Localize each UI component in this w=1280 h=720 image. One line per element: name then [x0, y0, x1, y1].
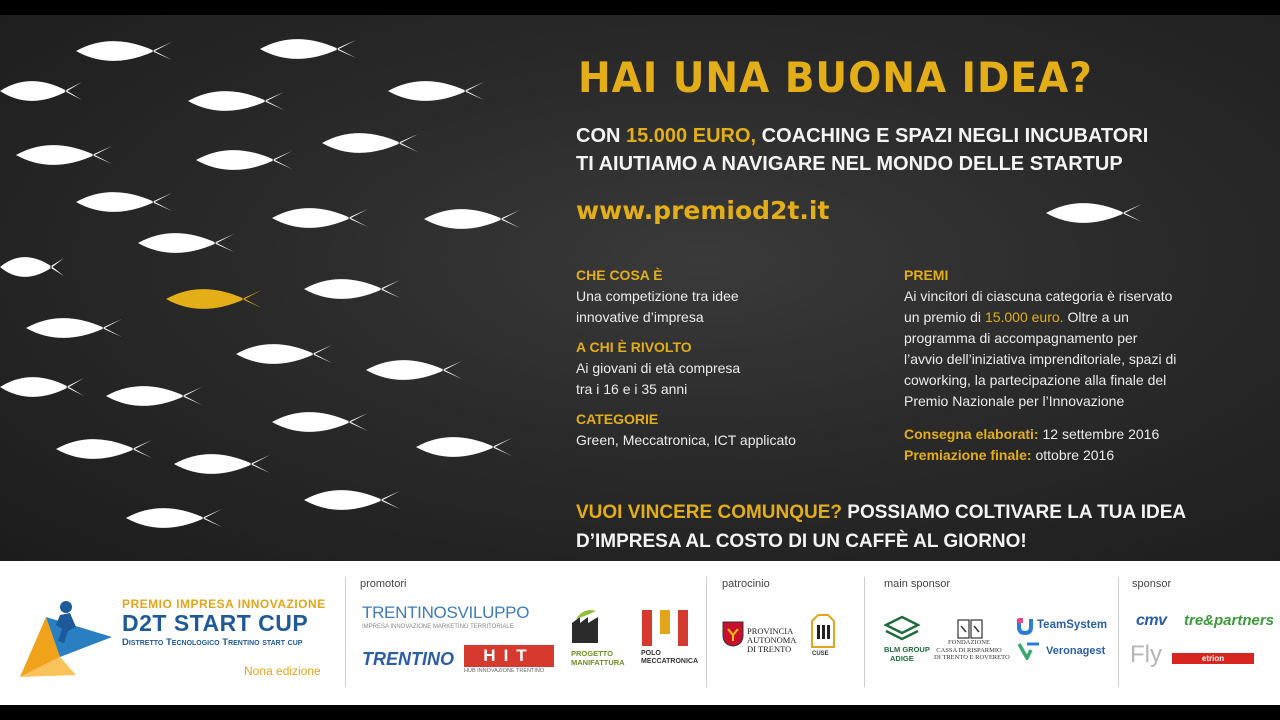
subheadline [576, 122, 1148, 178]
white-fish [56, 439, 152, 459]
white-fish [236, 344, 332, 364]
prize-euro-highlight: 15.000 euro. [984, 309, 1064, 325]
prizes-line-3: programma di accompagnamento per [904, 330, 1138, 346]
teamsystem-icon [1017, 617, 1033, 635]
main-sponsor-label: main sponsor [884, 578, 951, 590]
prizes-title: PREMI [904, 267, 949, 283]
info-column-left [576, 265, 876, 460]
golden-fish [166, 289, 262, 309]
footer-divider [864, 577, 865, 687]
manifattura-logo [571, 649, 625, 667]
manifattura-line-1: PROGETTO [571, 649, 613, 658]
footer-divider [706, 577, 707, 687]
brand-line-3: Distretto Tecnologico Trentino start cup [122, 637, 303, 648]
white-fish [416, 437, 512, 457]
what-title: CHE COSA È [576, 267, 663, 283]
closing-line-2: D’IMPRESA AL COSTO DI UN CAFFÈ AL GIORNO! [576, 531, 1027, 552]
provincia-logo [747, 627, 796, 654]
brand-edition: Nona edizione [244, 664, 321, 678]
white-fish [304, 490, 400, 510]
fondazione-line-3: DI TRENTO E ROVERETO [934, 654, 1010, 661]
white-fish [304, 279, 400, 299]
who-text-2: tra i 16 e i 35 anni [576, 381, 688, 397]
categories-section [576, 409, 876, 451]
white-fish [76, 41, 172, 61]
white-fish [388, 81, 484, 101]
headline: HAI UNA BUONA IDEA? [578, 53, 1093, 102]
white-fish [188, 91, 284, 111]
prizes-line-4: l’avvio dell’iniziativa imprenditoriale, spazi di [904, 351, 1177, 367]
sponsor-label: sponsor [1132, 578, 1172, 590]
blm-line-1: BLM GROUP [884, 645, 930, 654]
cuse-logo: CUSE [812, 651, 829, 657]
promotori-label: promotori [360, 578, 407, 590]
blm-group-logo [884, 645, 930, 663]
fondazione-crest-icon [956, 618, 984, 640]
prizes-line-2-prefix: un premio di [904, 309, 985, 325]
white-fish [76, 192, 172, 212]
white-fish [16, 145, 112, 165]
polo-line-2: MECCATRONICA [641, 658, 699, 665]
cuse-emblem-icon [806, 613, 840, 649]
categories-text: Green, Meccatronica, ICT applicato [576, 432, 796, 448]
prizes-line-5: coworking, la partecipazione alla finale del [904, 372, 1167, 388]
prizes-section [904, 265, 1204, 412]
white-fish [196, 150, 292, 170]
fly-logo: Fly [1130, 641, 1162, 668]
white-fish [1046, 203, 1142, 223]
white-fish [26, 318, 122, 338]
provincia-coat-of-arms-icon [722, 621, 744, 647]
fondazione-line-2: CASSA DI RISPARMIO [936, 646, 1002, 654]
blm-group-icon [884, 615, 920, 643]
tre-partners-logo: tre&partners [1184, 612, 1275, 629]
d2t-runner-logo [16, 597, 116, 681]
cmv-logo: cmv [1136, 612, 1167, 629]
white-fish [0, 81, 82, 101]
brand-line-1: PREMIO IMPRESA INNOVAZIONE [122, 597, 326, 611]
white-fish [272, 208, 368, 228]
veronagest-logo: Veronagest [1046, 645, 1106, 657]
white-fish [0, 257, 64, 277]
final-value: ottobre 2016 [1031, 447, 1115, 463]
final-label: Premiazione finale: [904, 447, 1032, 463]
veronagest-icon [1017, 642, 1041, 660]
fondazione-logo [934, 639, 1010, 662]
who-text-1: Ai giovani di età compresa [576, 360, 741, 376]
deadline-row [904, 424, 1204, 445]
who-title: A CHI È RIVOLTO [576, 339, 692, 355]
provincia-line-2: AUTONOMA [747, 635, 797, 645]
subheadline-line-2: TI AIUTIAMO A NAVIGARE NEL MONDO DELLE STARTUP [576, 153, 1123, 175]
patrocinio-label: patrocinio [722, 578, 770, 590]
fondazione-line-1: FONDAZIONE [948, 639, 990, 646]
white-fish [260, 39, 356, 59]
footer-divider [1118, 577, 1119, 687]
prizes-line-6: Premio Nazionale per l’Innovazione [904, 393, 1125, 409]
white-fish [272, 412, 368, 432]
dates-section [904, 424, 1204, 466]
what-section [576, 265, 876, 328]
subheadline-suffix: COACHING E SPAZI NEGLI INCUBATORI [756, 125, 1149, 147]
hit-logo: HIT [464, 645, 554, 667]
white-fish [126, 508, 222, 528]
what-text-2: innovative d’impresa [576, 309, 704, 325]
provincia-line-1: PROVINCIA [747, 626, 794, 636]
trentino-sviluppo-logo: TRENTINOSVILUPPO [362, 603, 530, 622]
categories-title: CATEGORIE [576, 411, 659, 427]
subheadline-line-1 [576, 122, 1148, 150]
closing-message [576, 498, 1186, 556]
chalkboard-panel [0, 15, 1280, 561]
final-row [904, 445, 1204, 466]
white-fish [138, 233, 234, 253]
prize-amount-highlight: 15.000 EURO, [626, 125, 757, 147]
polo-meccatronica-logo [641, 650, 698, 666]
website-url[interactable]: www.premiod2t.it [576, 196, 830, 225]
letterbox-bar-bottom [0, 705, 1280, 720]
closing-line-1 [576, 498, 1186, 527]
polo-line-1: POLO [641, 650, 661, 657]
blm-line-2: ADIGE [890, 654, 914, 663]
etrion-logo: etrion [1172, 653, 1254, 664]
white-fish [366, 360, 462, 380]
deadline-value: 12 settembre 2016 [1038, 426, 1160, 442]
white-fish [322, 133, 418, 153]
deadline-label: Consegna elaborati: [904, 426, 1039, 442]
prizes-line-2-suffix: Oltre a un [1063, 309, 1129, 325]
who-section [576, 337, 876, 400]
prizes-line-2 [904, 307, 1204, 328]
closing-highlight: VUOI VINCERE COMUNQUE? [576, 502, 843, 523]
subheadline-prefix: CON [576, 125, 626, 147]
what-text-1: Una competizione tra idee [576, 288, 739, 304]
manifattura-icon [570, 607, 602, 645]
manifattura-line-2: MANIFATTURA [571, 658, 625, 667]
white-fish [0, 377, 84, 397]
provincia-line-3: DI TRENTO [747, 644, 792, 654]
prizes-line-1: Ai vincitori di ciascuna categoria è riservato [904, 288, 1173, 304]
polo-meccatronica-icon [640, 608, 690, 648]
closing-line-1-rest: POSSIAMO COLTIVARE LA TUA IDEA [842, 502, 1187, 523]
teamsystem-logo: TeamSystem [1037, 619, 1108, 631]
brand-line-2: D2T START CUP [122, 610, 309, 636]
trentino-logo: TRENTINO [362, 649, 454, 669]
white-fish [424, 209, 520, 229]
hit-subtitle: HUB INNOVAZIONE TRENTINO [464, 668, 545, 674]
footer-divider [345, 577, 346, 687]
white-fish [174, 454, 270, 474]
sponsor-footer [0, 561, 1280, 705]
info-column-right [904, 265, 1204, 466]
trentino-sviluppo-subtitle: IMPRESA INNOVAZIONE MARKETING TERRITORIALE [362, 624, 514, 630]
white-fish [106, 386, 202, 406]
